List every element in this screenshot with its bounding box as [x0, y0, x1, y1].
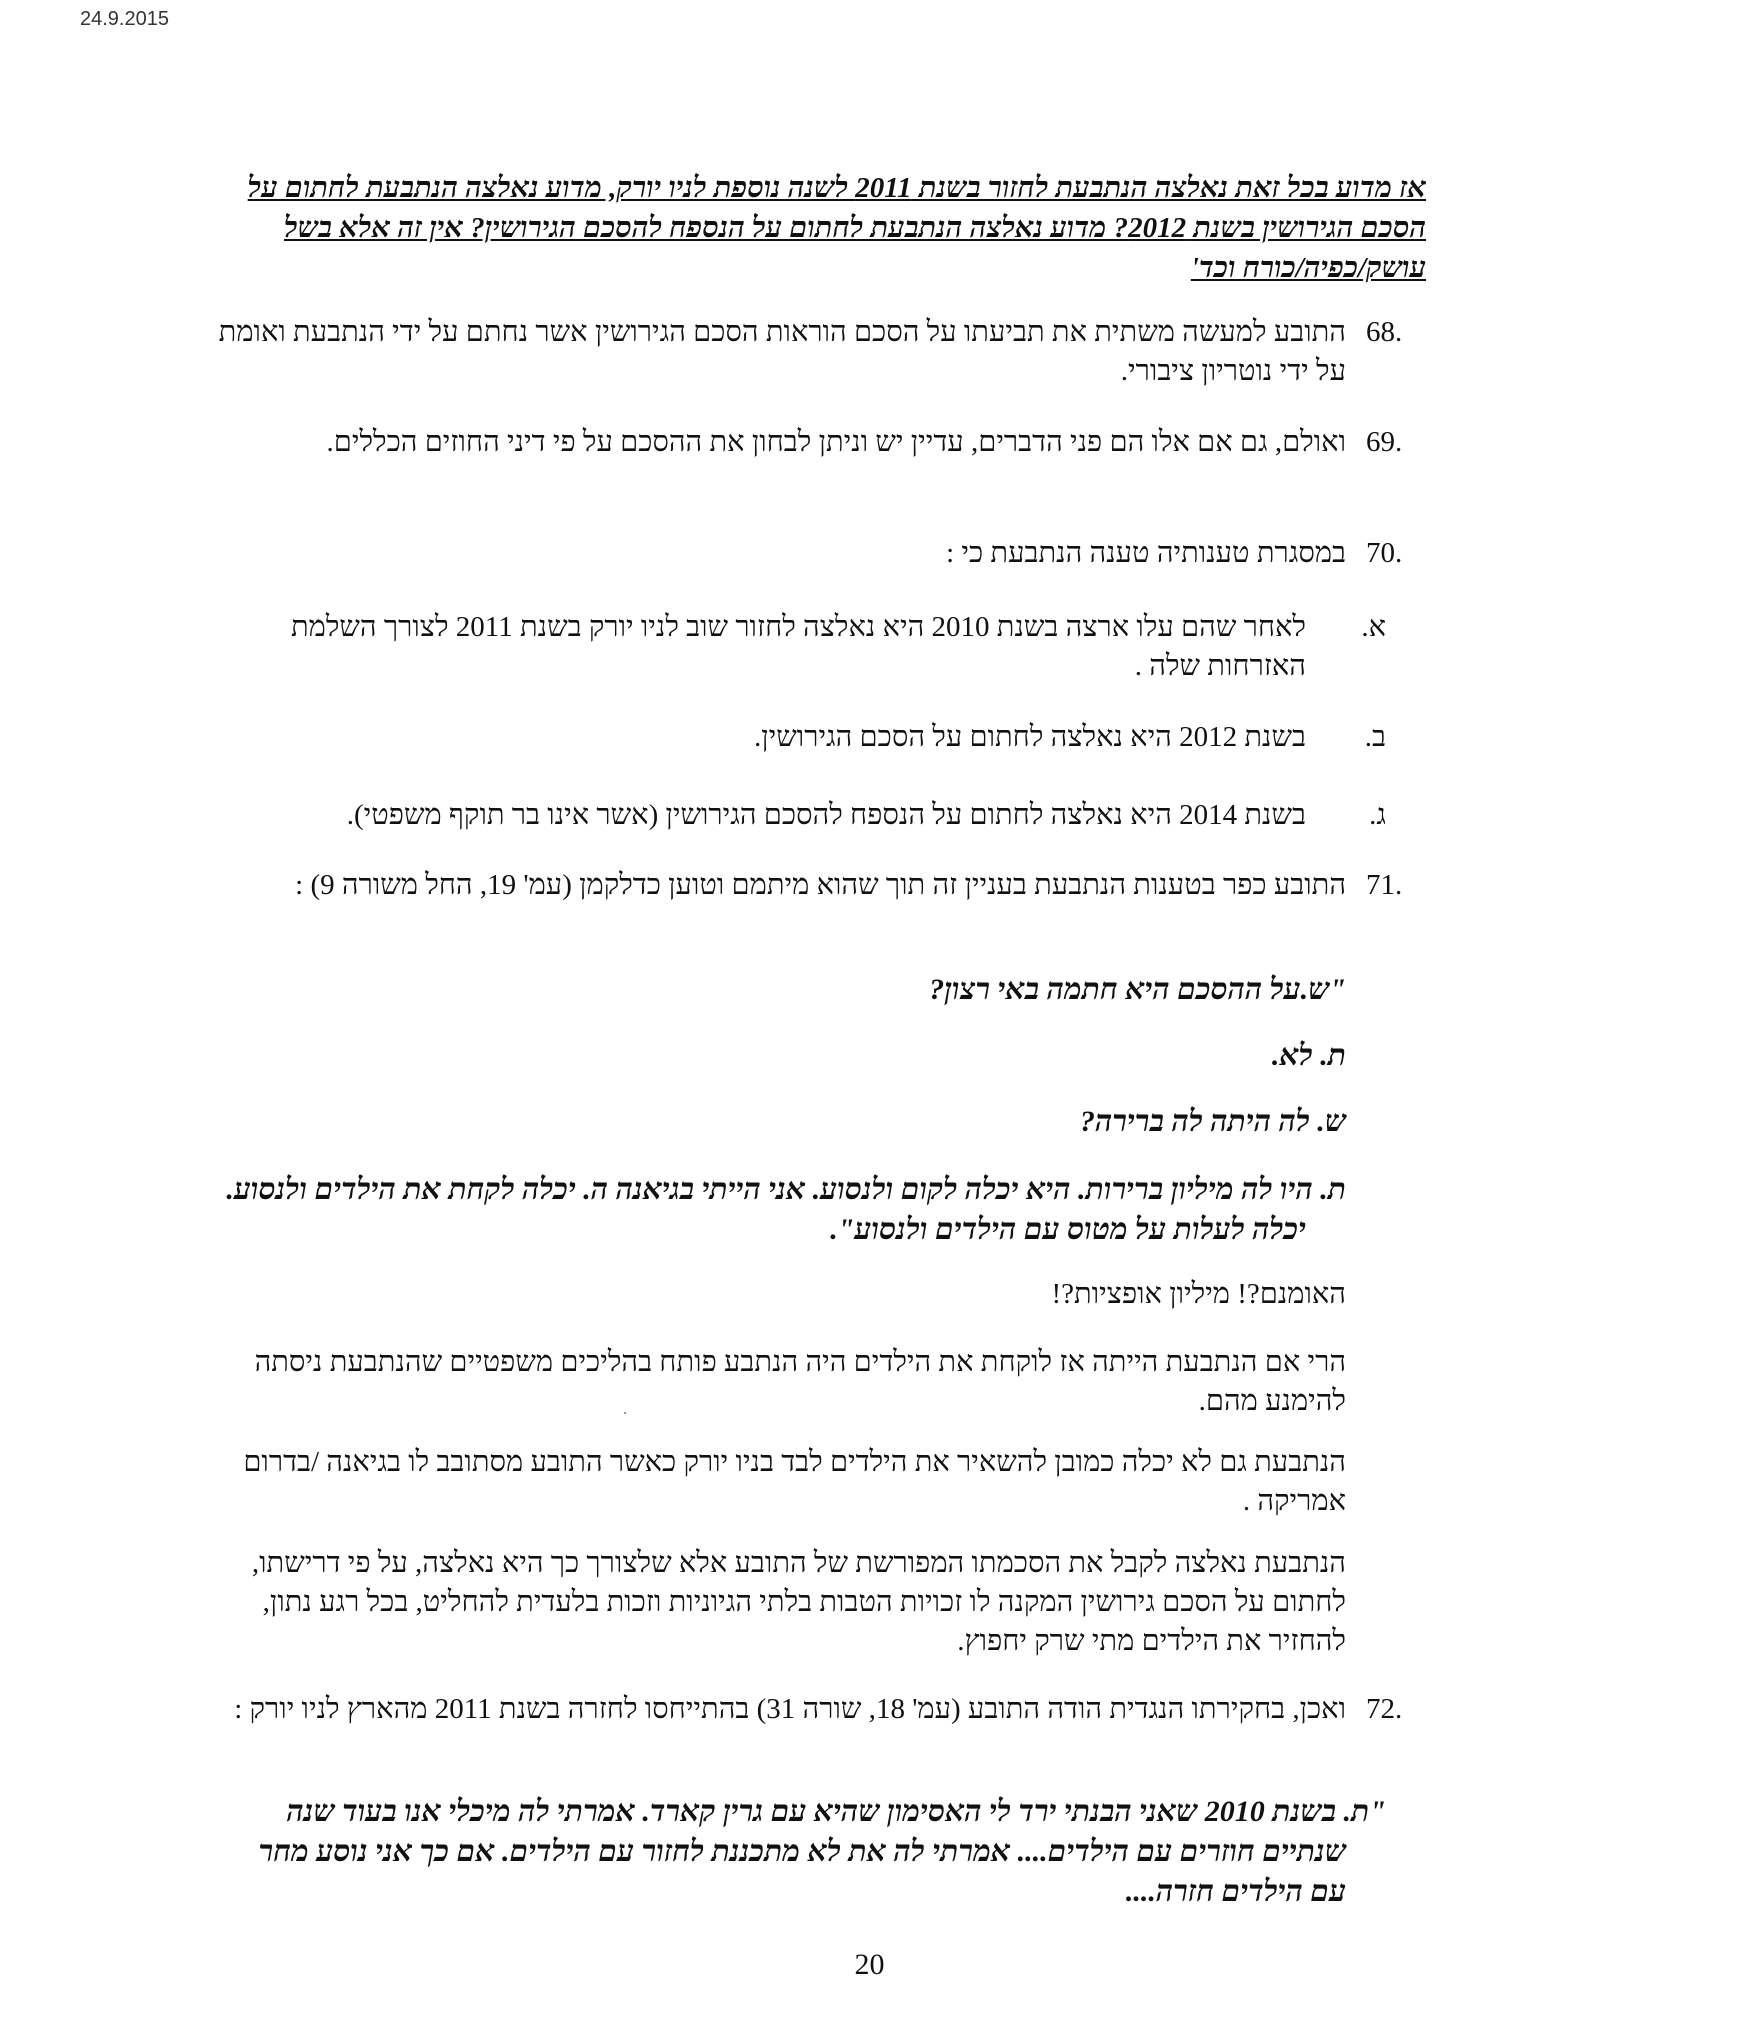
document-date: 24.9.2015: [80, 8, 169, 30]
body-paragraph: האומנם?! מיליון אופציות?!: [1051, 1278, 1346, 1310]
section-heading: אז מדוע בכל זאת נאלצה הנתבעת לחזור בשנת 2011 לשנה נוספת לניו יורק, מדוע נאלצה הנתבעת לחתום על הסכם הגירושין בשנת 2012? מדוע נאלצה הנתבעת לחתום על הנספח להסכם הגירושין? אין זה אלא בשל עושק/כפיה/כורח וכד': [247, 172, 1426, 284]
paragraph-number: 72.: [1366, 1693, 1403, 1725]
paragraph-number: 69.: [1366, 426, 1403, 458]
body-paragraph: הנתבעת נאלצה לקבל את הסכמתו המפורשת של התובע אלא שלצורך כך היא נאלצה, על פי דרישתו, לחתום על הסכם גירושין המקנה לו זכויות הטבות בלתי הגיוניות וזכות בלעדית להחליט, בכל רגע נתון, להחזיר את הילדים מתי שרק יחפוץ.: [251, 1547, 1346, 1657]
quote-line: "ש.על ההסכם היא חתמה באי רצון?: [929, 973, 1346, 1006]
sub-item: [218, 608, 1386, 686]
page-number: 20: [854, 1948, 885, 1981]
sub-item-letter: ג.: [1369, 799, 1386, 831]
sub-item-letter: ב.: [1364, 721, 1386, 753]
sub-item: [218, 796, 1386, 835]
paragraph-text: התובע למעשה משתית את תביעתו על הסכם הוראות הסכם הגירושין אשר נחתם על ידי הנתבעת ואומת על ידי נוטריון ציבורי.: [218, 316, 1346, 387]
scan-speck: [624, 1412, 626, 1414]
sub-item: [218, 718, 1386, 757]
paragraph-number: 71.: [1366, 869, 1403, 901]
quote-block: "ת. בשנת 2010 שאני הבנתי ירד לי האסימון שהיא עם גרין קארד. אמרתי לה מיכלי אנו בעוד שנה שנתיים חוזרים עם הילדים.... אמרתי לה את לא מתכננת לחזור עם הילדים. אם כך אני נוסע מחר עם הילדים חזרה....: [258, 1795, 1386, 1908]
paragraph-number: 70.: [1366, 537, 1403, 569]
paragraph-text: במסגרת טענותיה טענה הנתבעת כי :: [946, 537, 1346, 569]
paragraph-number: 68.: [1366, 316, 1403, 348]
paragraph-text: התובע כפר בטענות הנתבעת בעניין זה תוך שהוא מיתמם וטוען כדלקמן (עמ' 19, החל משורה 9) :: [295, 869, 1346, 901]
sub-item-text: בשנת 2012 היא נאלצה לחתום על הסכם הגירושין.: [754, 721, 1306, 753]
body-paragraph: הנתבעת גם לא יכלה כמובן להשאיר את הילדים לבד בניו יורק כאשר התובע מסתובב לו בגיאנה /בדרום אמריקה .: [243, 1446, 1346, 1517]
quote-line: ת. היו לה מיליון ברירות. היא יכלה לקום ולנסוע. אני הייתי בגיאנה ה. יכלה לקחת את הילדים ולנסוע. יכלה לעלות על מטוס עם הילדים ולנסוע".: [226, 1173, 1346, 1246]
body-paragraph: הרי אם הנתבעת הייתה אז לוקחת את הילדים היה הנתבע פותח בהליכים משפטיים שהנתבעת ניסתה להימנע מהם.: [254, 1346, 1346, 1417]
sub-item-letter: א.: [1361, 611, 1386, 643]
quote-line: ש. לה היתה לה ברירה?: [1079, 1105, 1346, 1138]
sub-item-text: בשנת 2014 היא נאלצה לחתום על הנספח להסכם הגירושין (אשר אינו בר תוקף משפטי).: [346, 799, 1306, 831]
paragraph-text: ואולם, גם אם אלו הם פני הדברים, עדיין יש וניתן לבחון את ההסכם על פי דיני החוזים הכללים.: [326, 426, 1346, 458]
quote-line: ת. לא.: [1271, 1039, 1346, 1072]
sub-item-text: לאחר שהם עלו ארצה בשנת 2010 היא נאלצה לחזור שוב לניו יורק בשנת 2011 לצורך השלמת האזרחות שלה .: [290, 611, 1306, 682]
paragraph-text: ואכן, בחקירתו הנגדית הודה התובע (עמ' 18, שורה 31) בהתייחסו לחזרה בשנת 2011 מהארץ לניו יורק :: [234, 1693, 1346, 1725]
